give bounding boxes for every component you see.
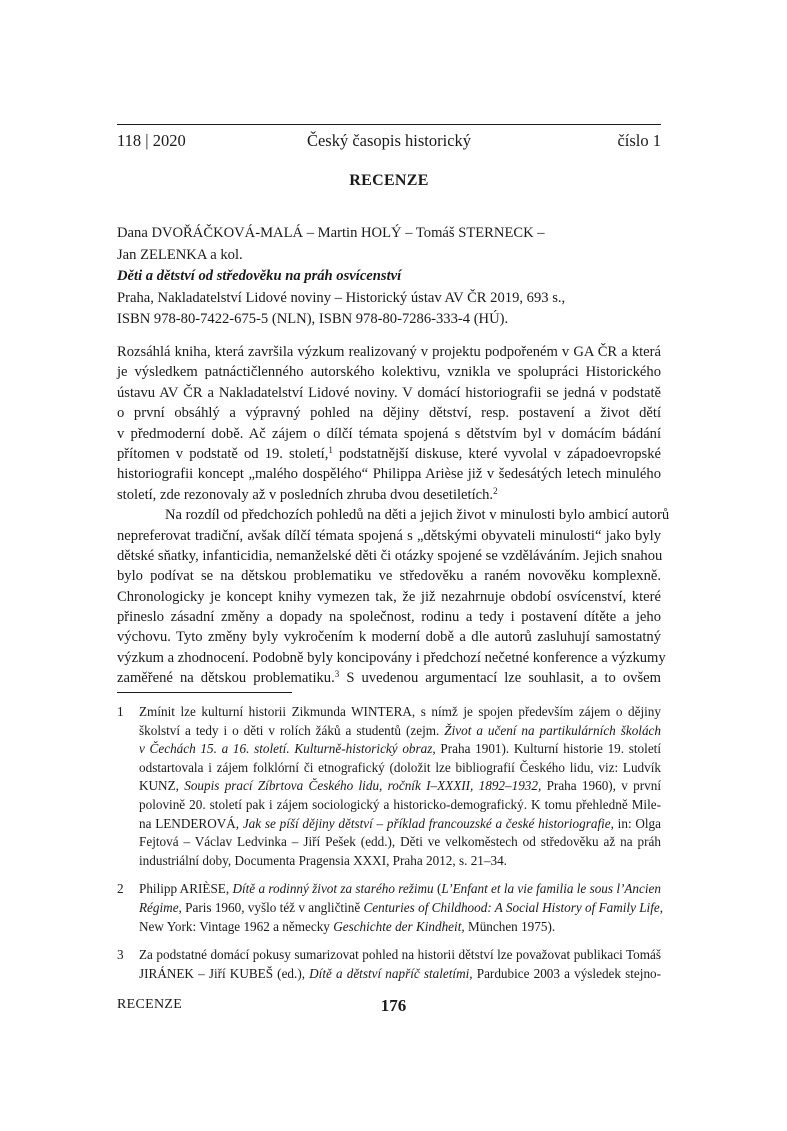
body-line: bylo podívat se na dětskou problematiku ve středověku a raném novověku komplexně. xyxy=(117,568,661,585)
footnote-fragment: školství a tedy i o děti v rolích žáků a studentů (zejm. xyxy=(139,722,440,738)
footnote-fragment: , xyxy=(659,899,664,915)
body-line: výchovu. Tyto změny byly vykročením k moderní době a dle autorů zasluhují samostatný xyxy=(117,629,661,646)
body-text-fragment: zaměřené na dětskou problematiku. xyxy=(117,670,335,687)
book-title: Děti a dětství od středověku na práh osvícenství xyxy=(117,268,402,284)
body-line: historiografii koncept „malého dospělého“ Philippa Arièse již v šedesátých letech minulého xyxy=(117,466,661,483)
footnote-line xyxy=(139,880,661,899)
footnote-fragment: KUNZ, xyxy=(139,778,179,794)
body-line: dětské sňatky, infanticidia, nemanželské děti či otázky spojené se vzděláváním. Jejich snahou xyxy=(117,547,663,564)
authors-line: Dana DVOŘÁČKOVÁ-MALÁ – Martin HOLÝ – Tomáš STERNECK – xyxy=(117,225,545,241)
footnote-italic: Dítě a dětství napříč staletími, xyxy=(309,965,473,981)
body-line: Rozsáhlá kniha, která završila výzkum realizovaný v projektu podpořeném v GA ČR a která xyxy=(117,344,661,360)
footnote-line xyxy=(139,965,661,984)
footer-section-label: RECENZE xyxy=(117,997,183,1012)
isbn-info: ISBN 978-80-7422-675-5 (NLN), ISBN 978-80-7286-333-4 (HÚ). xyxy=(117,311,509,327)
bibliographic-entry xyxy=(117,223,661,331)
footnote-line xyxy=(139,899,664,918)
footnote-italic: v Čechách 15. a 16. století. Kulturně-historický obraz xyxy=(139,741,433,757)
header-journal-title: Český časopis historický xyxy=(306,131,472,150)
footnote-italic: Geschichte der Kindheit, xyxy=(333,918,465,934)
footnote-fragment: , Paris 1960, vyšlo též v angličtině xyxy=(178,899,361,915)
footnote-number: 3 xyxy=(117,947,124,963)
review-body xyxy=(117,342,670,689)
footnote-line: Za podstatné domácí pokusy sumarizovat pohled na historii dětství lze považovat publikaci Tomáš xyxy=(139,947,661,963)
body-text-fragment: století, zde rezonovaly až v posledních zhruba dvou desetiletích. xyxy=(117,486,494,503)
footnote-fragment: , in: Olga xyxy=(610,815,661,831)
footnote-line: industriální doby, Documenta Pragensia XXXI, Praha 2012, s. 21–34. xyxy=(139,852,507,868)
footnote-italic: L’Enfant et la vie familia le sous l’Ancien xyxy=(441,881,661,897)
footnote-line xyxy=(139,918,661,937)
footnote-ref: 3 xyxy=(334,669,340,680)
body-line: nepreferovat tradiční, avšak dílčí témata spojená s „dětskými obyvateli minulosti“ jako byly xyxy=(117,527,661,544)
footnote-ref: 2 xyxy=(493,485,498,496)
body-line: výzkum a zhodnocení. Podobně byly koncipovány i předchozí nečetné konference a výzkumy xyxy=(117,649,666,666)
footnote-rule xyxy=(117,692,292,693)
header-rule xyxy=(117,124,661,125)
footnote-line xyxy=(139,815,661,834)
body-line xyxy=(117,444,661,464)
body-line: Na rozdíl od předchozích pohledů na děti a jejich život v minulosti bylo ambicí autorů xyxy=(165,507,670,524)
footnote-fragment: Philipp ARIÈSE, xyxy=(139,881,230,897)
body-line: o první obsáhlý a výpravný pohled na dějiny dětství, resp. postavení a život dětí xyxy=(117,405,661,422)
footnote-italic: Centuries of Childhood: A Social History of Family Life xyxy=(363,899,660,915)
footnote-italic: Dítě a rodinný život za starého režimu xyxy=(232,881,434,897)
footnote xyxy=(117,880,664,936)
footnote-number: 2 xyxy=(117,881,124,897)
footnote xyxy=(117,703,661,870)
footnote-ref: 1 xyxy=(328,444,333,455)
body-line: Chronologicky je koncept knihy vymezen tak, že již nezahrnuje období osvícenství, které xyxy=(117,588,661,605)
footnote-fragment: na LENDEROVÁ, xyxy=(139,815,240,831)
footnote xyxy=(117,946,661,983)
page-number: 176 xyxy=(380,996,407,1015)
footnote-line: Zmínit lze kulturní historii Zikmunda WINTERA, s nímž je spojen především zájem o dějiny xyxy=(139,704,661,719)
body-text-fragment: S uvedenou argumentací lze souhlasit, a to ovšem xyxy=(339,670,661,687)
footnote-line xyxy=(139,740,661,759)
header-issue: číslo 1 xyxy=(617,131,661,150)
footnote-line: Fejtová – Václav Ledvinka – Jiří Pešek (edd.), Děti ve velkoměstech od středověku až na práh xyxy=(139,834,661,850)
body-line: přineslo zásadní změny a dopady na společnost, rodinu a tedy i postavení dítěte a jeho xyxy=(117,609,661,626)
body-text-fragment: přítomen v podstatě od 19. století, xyxy=(117,445,329,462)
body-line: v předmoderní době. Ač zájem o dílčí témata spojená s dětstvím byl v domácím bádání xyxy=(117,425,661,442)
footnote-italic: Régime xyxy=(139,899,179,915)
footnote-fragment: , Praha 1901). Kulturní historie 19. století xyxy=(432,741,661,757)
body-line: ústavu AV ČR a Nakladatelství Lidové noviny. V domácí historiografii se jedná v podstatě xyxy=(117,384,661,401)
body-line xyxy=(117,485,661,505)
body-line: je výsledkem patnáctičlenného autorského kolektivu, vznikla ve spolupráci Historického xyxy=(117,364,661,381)
footnote-italic: Jak se píší dějiny dětství – příklad francouzské a české historiografie xyxy=(242,815,611,831)
body-text-fragment: podstatnější diskuse, které vyvolal v západoevropské xyxy=(332,445,662,462)
footnote-line xyxy=(139,722,661,741)
footnote-number: 1 xyxy=(117,704,124,719)
body-line xyxy=(117,668,661,688)
footnote-line: polovině 20. století pak i zájem sociologický a historicko-demografický. K tomu přehledně Mile- xyxy=(139,796,661,812)
footnotes xyxy=(117,703,664,993)
footnote-fragment: Praha 1960), v první xyxy=(546,778,661,794)
footnote-line: odstartovala i zájem folklórní či etnografický (doložit lze bibliografií Českého lidu, viz: Ludvík xyxy=(139,759,661,775)
footnote-line xyxy=(139,777,661,796)
publication-info: Praha, Nakladatelství Lidové noviny – Historický ústav AV ČR 2019, 693 s., xyxy=(117,289,566,306)
footnote-fragment: München 1975). xyxy=(467,918,556,934)
footnote-italic: Soupis prací Zíbrtova Českého lidu, ročník I–XXXII, 1892–1932, xyxy=(184,778,542,794)
section-title: RECENZE xyxy=(349,172,429,189)
footnote-fragment: JIRÁNEK – Jiří KUBEŠ (ed.), xyxy=(139,965,306,981)
authors-line: Jan ZELENKA a kol. xyxy=(117,246,243,263)
footnote-fragment: New York: Vintage 1962 a německy xyxy=(139,918,330,934)
footnote-italic: Život a učení na partikulárních školách xyxy=(444,722,662,738)
footnote-fragment: ( xyxy=(436,881,442,897)
footnote-fragment: Pardubice 2003 a výsledek stejno- xyxy=(476,965,662,981)
header-volume-year: 118 | 2020 xyxy=(117,131,186,150)
